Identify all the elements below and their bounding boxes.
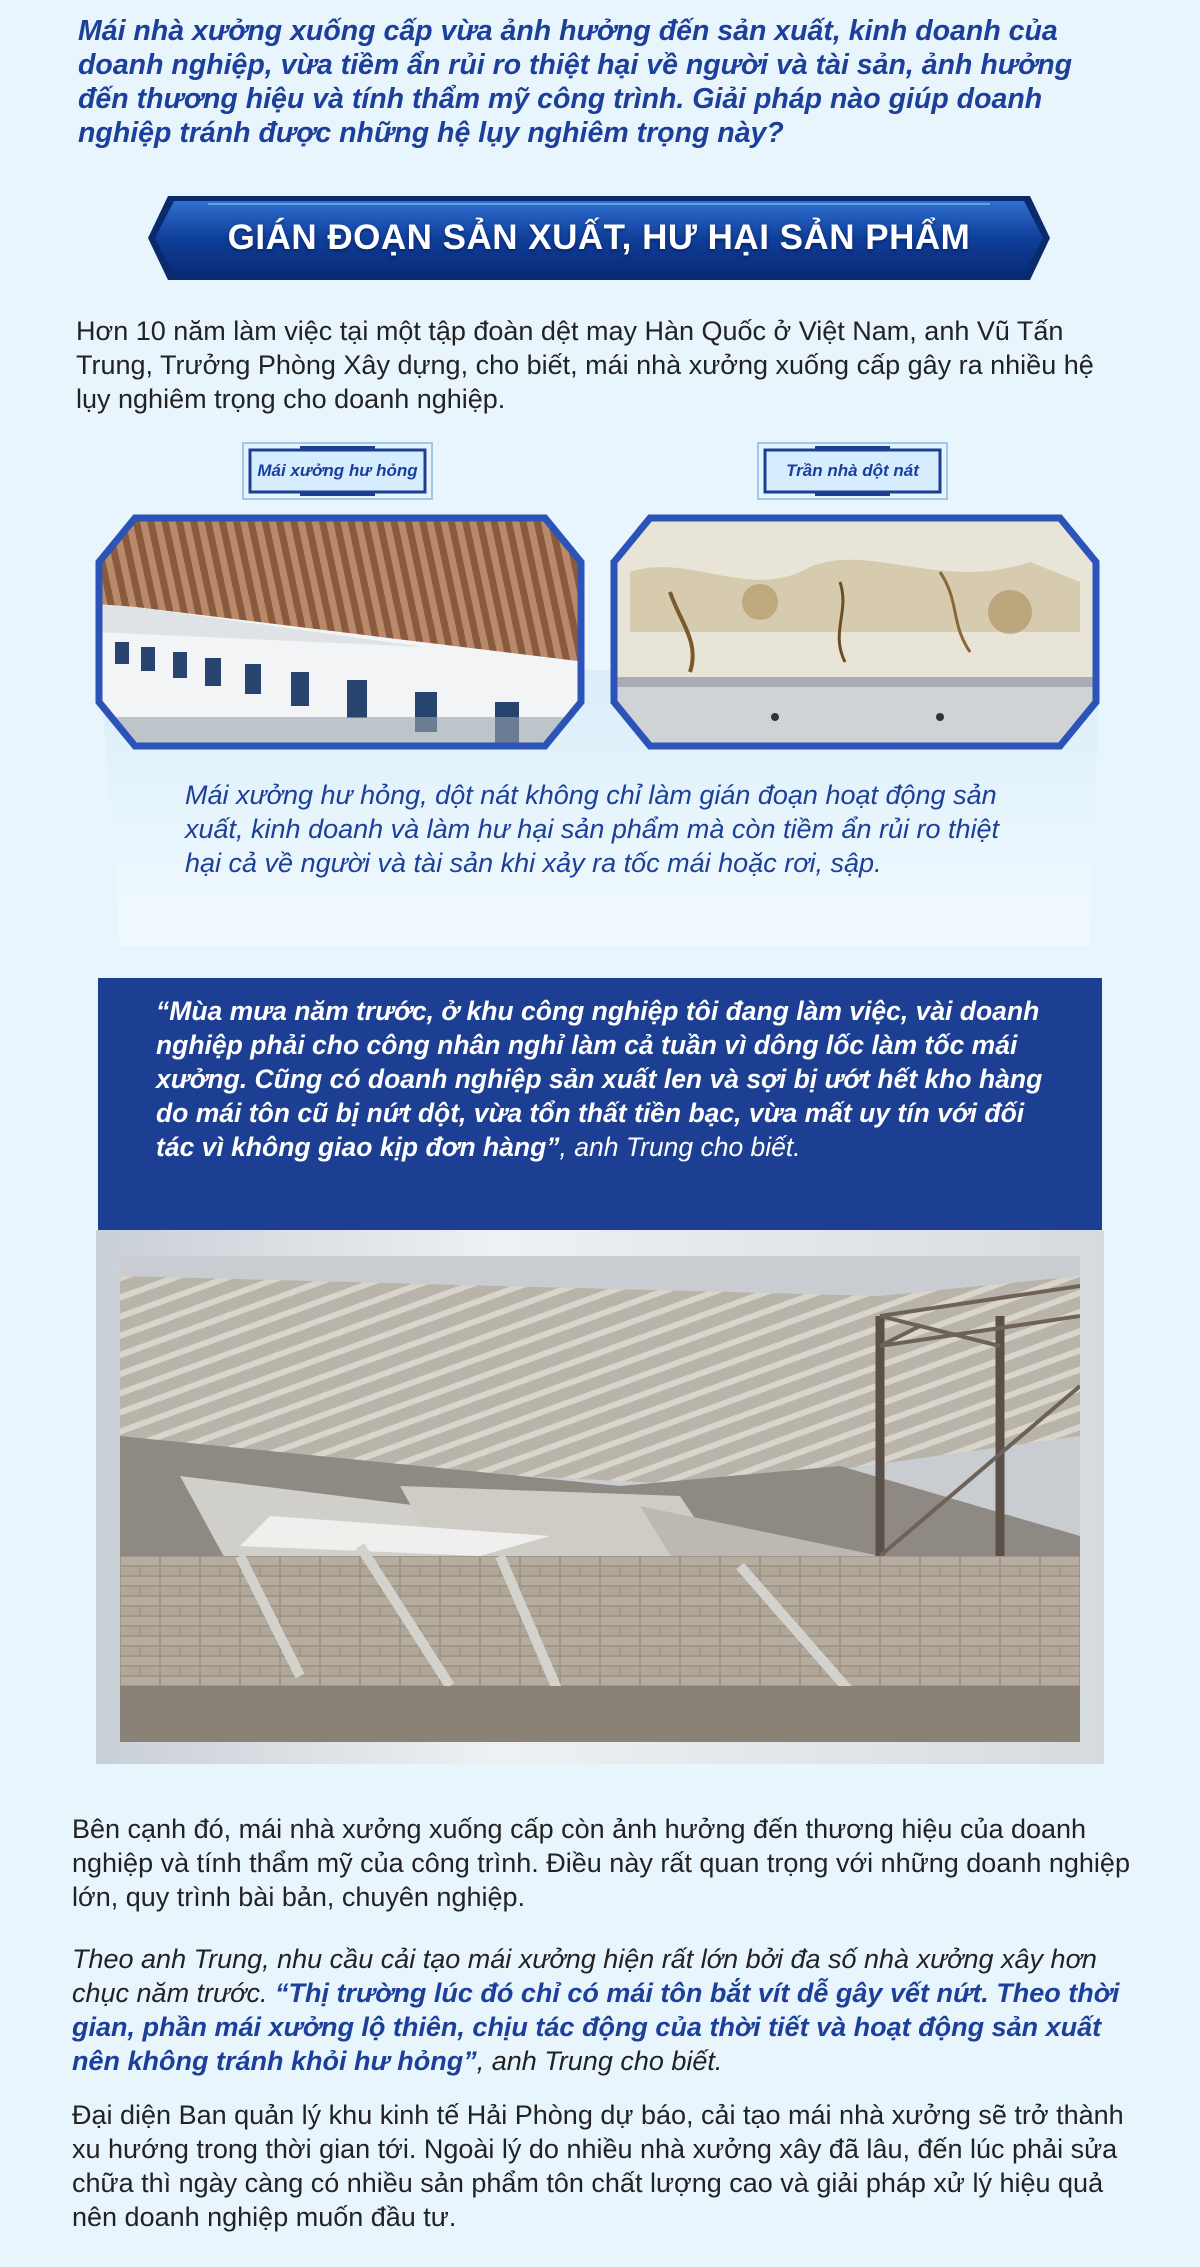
paragraph-1: Hơn 10 năm làm việc tại một tập đoàn dệt may Hàn Quốc ở Việt Nam, anh Vũ Tấn Trung, Trưởng Phòng Xây dựng, cho biết, mái nhà xưởng xuống cấp gây ra nhiều hệ lụy nghiêm trọng cho doanh nghiệp. [76, 316, 1094, 414]
paragraph-3 [72, 1942, 1132, 2078]
left-figure-tag [240, 440, 435, 502]
leaking-ceiling-photo [610, 512, 1100, 752]
right-figure-label: Trần nhà dột nát [786, 461, 919, 480]
paragraph-2: Bên cạnh đó, mái nhà xưởng xuống cấp còn ảnh hưởng đến thương hiệu của doanh nghiệp và tính thẩm mỹ của công trình. Điều này rất quan trọng với những doanh nghiệp lớn, quy trình bài bản, chuyên nghiệp. [72, 1814, 1130, 1912]
paragraph-4: Đại diện Ban quản lý khu kinh tế Hải Phòng dự báo, cải tạo mái nhà xưởng sẽ trở thành xu hướng trong thời gian tới. Ngoài lý do nhiều nhà xưởng xây đã lâu, đến lúc phải sửa chữa thì ngày càng có nhiều sản phẩm tôn chất lượng cao và giải pháp xử lý hiệu quả nên doanh nghiệp muốn đầu tư. [72, 2100, 1124, 2232]
section-title: GIÁN ĐOẠN SẢN XUẤT, HƯ HẠI SẢN PHẨM [227, 218, 971, 257]
section-banner [148, 196, 1050, 280]
right-figure-tag [755, 440, 950, 502]
quote-text [156, 994, 1056, 1164]
paragraph-3-lead: Theo anh Trung, nhu cầu cải tạo mái xưởng hiện rất lớn bởi đa số nhà xưởng xây hơn chục năm trước. [72, 1944, 1097, 2008]
quote-attribution: , anh Trung cho biết. [559, 1132, 801, 1162]
paragraph-3-attribution: , anh Trung cho biết. [476, 2046, 723, 2076]
figure-caption: Mái xưởng hư hỏng, dột nát không chỉ làm gián đoạn hoạt động sản xuất, kinh doanh và làm hư hại sản phẩm mà còn tiềm ẩn rủi ro thiệt hại cả về người và tài sản khi xảy ra tốc mái hoặc rơi, sập. [185, 780, 1000, 878]
damaged-roof-photo [95, 512, 585, 752]
collapsed-roof-frame [96, 1230, 1104, 1764]
quote-box [98, 978, 1102, 1230]
collapsed-roof-photo [120, 1256, 1080, 1742]
left-figure-label: Mái xưởng hư hỏng [257, 461, 418, 480]
quote-bold: “Mùa mưa năm trước, ở khu công nghiệp tôi đang làm việc, vài doanh nghiệp phải cho công nhân nghỉ làm cả tuần vì dông lốc làm tốc mái xưởng. Cũng có doanh nghiệp sản xuất len và sợi bị ướt hết kho hàng do mái tôn cũ bị nứt dột, vừa tổn thất tiền bạc, vừa mất uy tín với đối tác vì không giao kịp đơn hàng” [156, 996, 1043, 1162]
paragraph-3-quote: “Thị trường lúc đó chỉ có mái tôn bắt vít dễ gây vết nứt. Theo thời gian, phần mái xưởng lộ thiên, chịu tác động của thời tiết và hoạt động sản xuất nên không tránh khỏi hư hỏng” [72, 1978, 1120, 2076]
intro-paragraph: Mái nhà xưởng xuống cấp vừa ảnh hưởng đến sản xuất, kinh doanh của doanh nghiệp, vừa tiềm ẩn rủi ro thiệt hại về người và tài sản, ảnh hưởng đến thương hiệu và tính thẩm mỹ công trình. Giải pháp nào giúp doanh nghiệp tránh được những hệ lụy nghiêm trọng này? [78, 15, 1073, 149]
